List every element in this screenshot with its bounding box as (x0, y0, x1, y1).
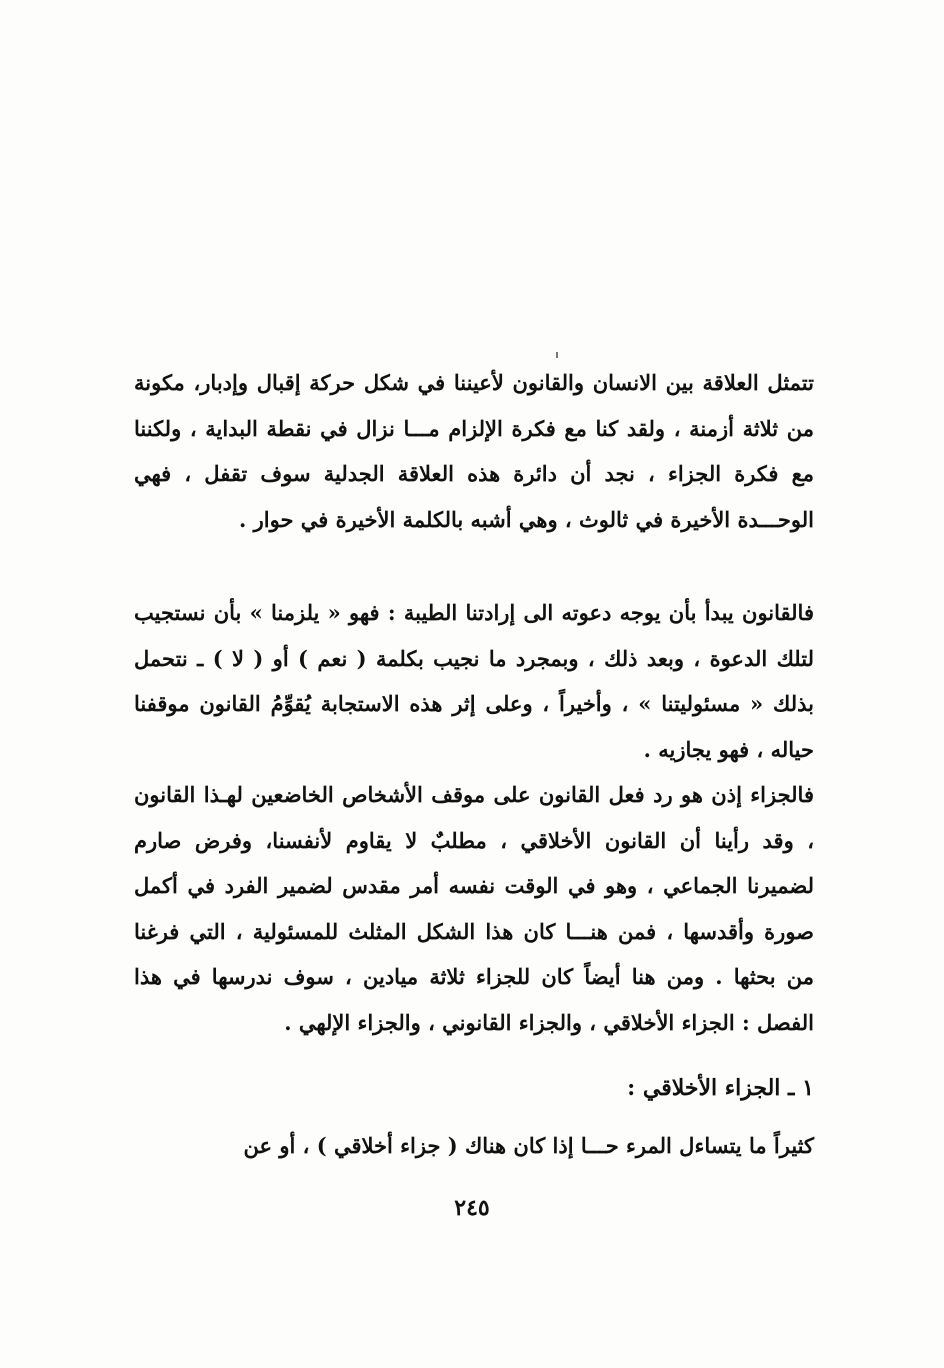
print-mark (556, 352, 558, 358)
paragraph-3-text: فالجزاء إذن هو رد فعل القانون على موقف الأشخاص الخاضعين لهـذا القانون ، وقد رأينا أن القانون الأخلاقي ، مطلبٌ لا يقاوم لأنفسنا، وفرض صارم لضميرنا الجماعي ، وهو في الوقت نفسه أمر مقدس لضمير الفرد في أكمل صورة وأقدسها ، فمن هنـــا كان هذا الشكل المثلث للمسئولية ، التي فرغنا من بحثها . ومن هنا أيضاً كان للجزاء ثلاثة ميادين ، سوف ندرسها في هذا الفصل : الجزاء الأخلاقي ، والجزاء القانوني ، والجزاء الإلهي . (134, 782, 814, 1035)
page-number: ٢٤٥ (454, 1195, 490, 1221)
paragraph-2-text: فالقانون يبدأ بأن يوجه دعوته الى إرادتنا الطيبة : فهو « يلزمنا » بأن نستجيب لتلك الدعوة ، وبعد ذلك ، وبمجرد ما نجيب بكلمة ( نعم ) أو ( لا ) ـ نتحمل بذلك « مسئوليتنا » ، وأخيراً ، وعلى إثر هذه الاستجابة يُقوِّمُ القانون موقفنا حياله ، فهو يجازيه . (134, 600, 814, 762)
section-paragraph (134, 1123, 814, 1169)
section-paragraph-text: كثيراً ما يتساءل المرء حـــا إذا كان هناك ( جزاء أخلاقي ) ، أو عن (243, 1133, 814, 1158)
paragraph-1-text: تتمثل العلاقة بين الانسان والقانون لأعيننا في شكل حركة إقبال وإدبار، مكونة من ثلاثة أزمنة ، ولقد كنا مع فكرة الإلزام مـــا نزال في نقطة البداية ، ولكننا مع فكرة الجزاء ، نجد أن دائرة هذه العلاقة الجدلية سوف تقفل ، فهي الوحـــدة الأخيرة في ثالوث ، وهي أشبه بالكلمة الأخيرة في حوار . (134, 370, 814, 532)
paragraph-2 (134, 590, 814, 772)
section-heading: ١ ـ الجزاء الأخلاقي : (627, 1075, 814, 1101)
paragraph-1 (134, 360, 814, 542)
paragraph-3 (134, 772, 814, 1045)
